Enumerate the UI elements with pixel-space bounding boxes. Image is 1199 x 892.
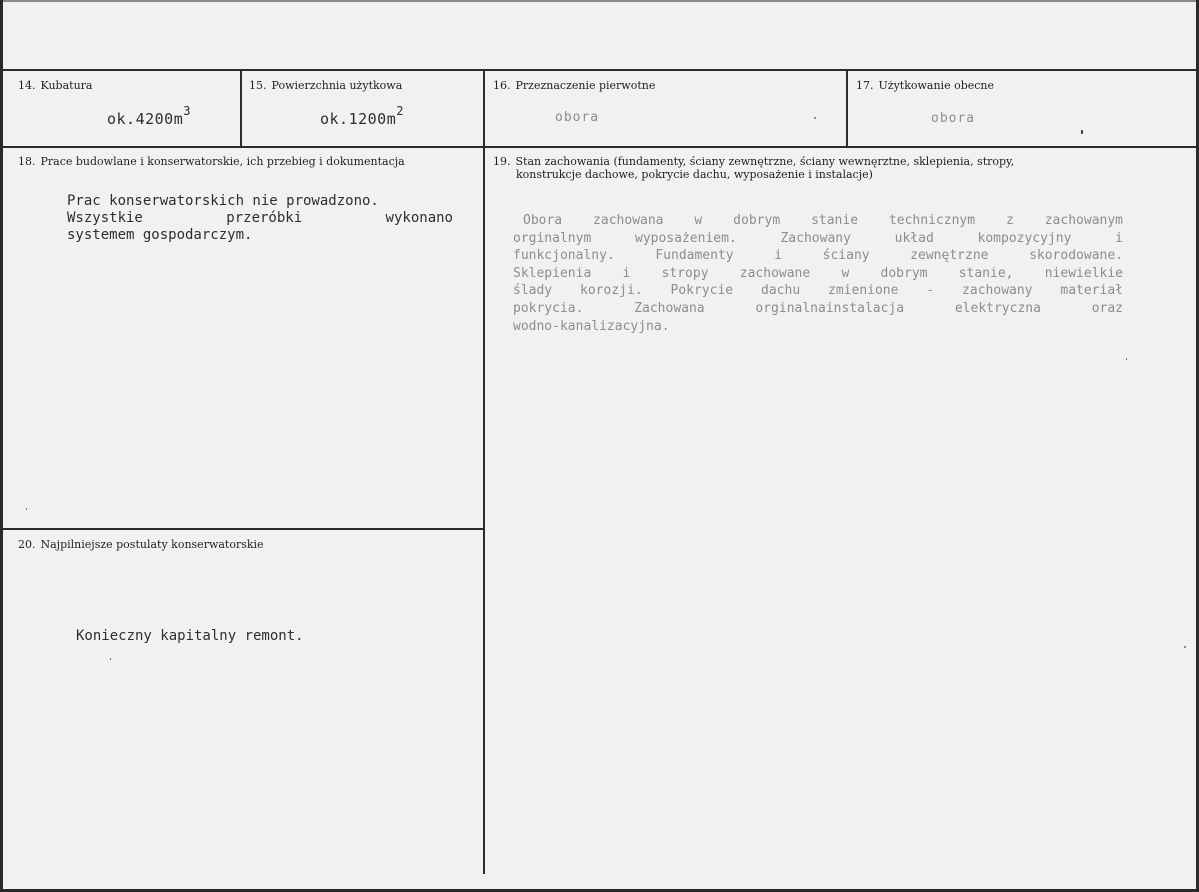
field-16-value: obora bbox=[555, 110, 600, 125]
field-19-line: wodno-kanalizacyjna. bbox=[513, 318, 670, 334]
field-15-value: $ok.1200m^2$ bbox=[320, 104, 404, 128]
field-19-label: 19. Stan zachowania (fundamenty, ściany zewnętrzne, ściany wewnęrztne, sklepienia, stropy, konstrukcje dachowe, pokrycie dachu, wyposażenie i instalacje) bbox=[493, 155, 1015, 181]
rule-col-main bbox=[483, 70, 485, 874]
rule-field-20 bbox=[3, 528, 483, 530]
card-edge-left bbox=[0, 0, 3, 892]
scan-speck bbox=[110, 658, 111, 660]
scan-speck bbox=[1081, 130, 1083, 134]
field-19-line: Obora zachowana w dobrym stanie technicznym z zachowanym bbox=[523, 213, 1123, 228]
field-15-label: 15. Powierzchnia użytkowa bbox=[249, 79, 403, 92]
scan-speck bbox=[1184, 646, 1186, 648]
field-19-text bbox=[513, 212, 1123, 335]
field-14-label: 14. Kubatura bbox=[18, 79, 93, 92]
field-18-label: 18. Prace budowlane i konserwatorskie, ich przebieg i dokumentacja bbox=[18, 155, 405, 168]
rule-second-row bbox=[3, 146, 1196, 148]
field-14-value: $ok.4200m^3$ bbox=[107, 104, 191, 128]
field-19-line: pokrycia. Zachowana orginalnainstalacja elektryczna oraz bbox=[513, 300, 1123, 316]
field-17-label: 17. Użytkowanie obecne bbox=[856, 79, 994, 92]
field-19-line: funkcjonalny. Fundamenty i ściany zewnętrzne skorodowane. bbox=[513, 248, 1123, 264]
rule-top-row bbox=[3, 69, 1196, 71]
rule-col-14-15 bbox=[240, 70, 242, 147]
rule-col-16-17 bbox=[846, 70, 848, 147]
field-19-line: Sklepienia i stropy zachowane w dobrym stanie, niewielkie bbox=[513, 265, 1123, 281]
field-17-value: obora bbox=[931, 111, 976, 126]
field-18-text bbox=[67, 193, 453, 244]
field-20-value: Konieczny kapitalny remont. bbox=[76, 628, 304, 644]
card-edge-top bbox=[0, 0, 1199, 2]
field-20-label: 20. Najpilniejsze postulaty konserwatorskie bbox=[18, 538, 264, 551]
field-19-line: orginalnym wyposażeniem. Zachowany układ kompozycyjny i bbox=[513, 230, 1123, 246]
field-16-label: 16. Przeznaczenie pierwotne bbox=[493, 79, 656, 92]
scan-speck bbox=[1126, 358, 1127, 360]
field-18-line: Wszystkie przeróbki wykonano bbox=[67, 210, 453, 226]
field-18-line: systemem gospodarczym. bbox=[67, 227, 253, 243]
field-19-line: ślady korozji. Pokrycie dachu zmienione - zachowany materiał bbox=[513, 283, 1123, 299]
scan-speck bbox=[814, 117, 816, 119]
field-18-line: Prac konserwatorskich nie prowadzono. bbox=[67, 193, 379, 209]
scan-speck bbox=[26, 508, 27, 510]
